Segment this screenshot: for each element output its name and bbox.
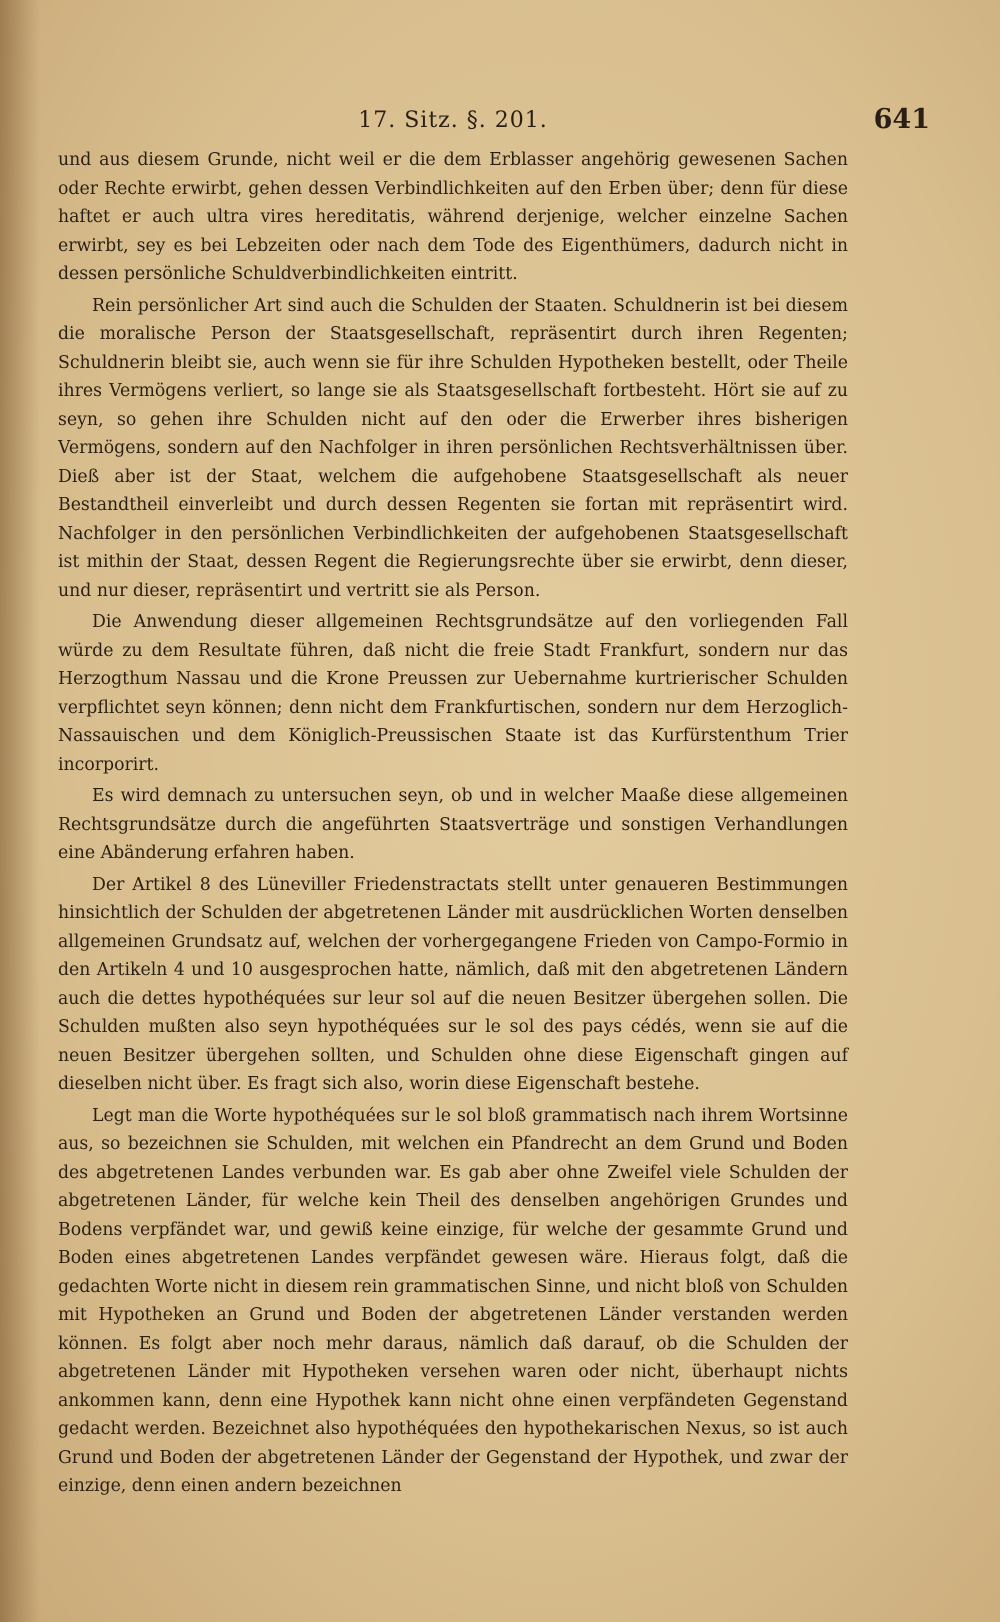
paragraph: Es wird demnach zu untersuchen seyn, ob und in welcher Maaße diese allgemeinen Rechtsgrundsätze durch die angeführten Staatsverträge und sonstigen Verhandlungen eine Abänderung erfahren haben.	[58, 786, 848, 863]
paragraph: Die Anwendung dieser allgemeinen Rechtsgrundsätze auf den vorliegenden Fall würde zu dem Resultate führen, daß nicht die freie Stadt Frankfurt, sondern nur das Herzogthum Nassau und die Krone Preussen zur Uebernahme kurtrierischer Schulden verpflichtet seyn können; denn nicht dem Frankfurtischen, sondern nur dem Herzoglich-Nassauischen und dem Königlich-Preussischen Staate ist das Kurfürstenthum Trier incorporirt.	[58, 612, 848, 775]
paragraph: Legt man die Worte hypothéquées sur le sol bloß grammatisch nach ihrem Wortsinne aus, so bezeichnen sie Schulden, mit welchen ein Pfandrecht an dem Grund und Boden des abgetretenen Landes verbunden war. Es gab aber ohne Zweifel viele Schulden der abgetretenen Länder, für welche kein Theil des denselben angehörigen Grundes und Bodens verpfändet war, und gewiß keine einzige, für welche der gesammte Grund und Boden eines abgetretenen Landes verpfändet gewesen wäre. Hieraus folgt, daß die gedachten Worte nicht in diesem rein grammatischen Sinne, und nicht bloß von Schulden mit Hypotheken an Grund und Boden der abgetretenen Länder verstanden werden können. Es folgt aber noch mehr daraus, nämlich daß darauf, ob die Schulden der abgetretenen Länder mit Hypotheken versehen waren oder nicht, überhaupt nichts ankommen kann, denn eine Hypothek kann nicht ohne einen verpfändeten Gegenstand gedacht werden. Bezeichnet also hypothéquées den hypothekarischen Nexus, so ist auch Grund und Boden der abgetretenen Länder der Gegenstand der Hypothek, und zwar der einzige, denn einen andern bezeichnen	[58, 1105, 848, 1496]
paragraph: und aus diesem Grunde, nicht weil er die dem Erblasser angehörig gewesenen Sachen oder Rechte erwirbt, gehen dessen Verbindlichkeiten auf den Erben über; denn für diese haftet er auch ultra vires hereditatis, während derjenige, welcher einzelne Sachen erwirbt, sey es bei Lebzeiten oder nach dem Tode des Eigenthümers, dadurch nicht in dessen persönliche Schuldverbindlichkeiten eintritt.	[58, 150, 848, 284]
running-title: 17. Sitz. §. 201.	[358, 108, 548, 133]
page-number: 641	[873, 104, 930, 135]
paragraph: Rein persönlicher Art sind auch die Schulden der Staaten. Schuldnerin ist bei diesem die moralische Person der Staatsgesellschaft, repräsentirt durch ihren Regenten; Schuldnerin bleibt sie, auch wenn sie für ihre Schulden Hypotheken bestellt, oder Theile ihres Vermögens verliert, so lange sie als Staatsgesellschaft fortbesteht. Hört sie auf zu seyn, so gehen ihre Schulden nicht auf den oder die Erwerber ihres bisherigen Vermögens, sondern auf den Nachfolger in ihren persönlichen Rechtsverhältnissen über. Dieß aber ist der Staat, welchem die aufgehobene Staatsgesellschaft als neuer Bestandtheil einverleibt und durch dessen Regenten sie fortan mit repräsentirt wird. Nachfolger in den persönlichen Verbindlichkeiten der aufgehobenen Staatsgesellschaft ist mithin der Staat, dessen Regent die Regierungsrechte über sie erwirbt, denn dieser, und nur dieser, repräsentirt und vertritt sie als Person.	[58, 295, 848, 601]
page-gutter-shadow	[0, 0, 40, 1622]
body-text	[58, 146, 848, 1504]
paragraph: Der Artikel 8 des Lüneviller Friedenstractats stellt unter genaueren Bestimmungen hinsichtlich der Schulden der abgetretenen Länder mit ausdrücklichen Worten denselben allgemeinen Grundsatz auf, welchen der vorhergegangene Frieden von Campo-Formio in den Artikeln 4 und 10 ausgesprochen hatte, nämlich, daß mit den abgetretenen Ländern auch die dettes hypothéquées sur leur sol auf die neuen Besitzer übergehen sollen. Die Schulden mußten also seyn hypothéquées sur le sol des pays cédés, wenn sie auf die neuen Besitzer übergehen sollten, und Schulden ohne diese Eigenschaft gingen auf dieselben nicht über. Es fragt sich also, worin diese Eigenschaft bestehe.	[58, 874, 848, 1094]
